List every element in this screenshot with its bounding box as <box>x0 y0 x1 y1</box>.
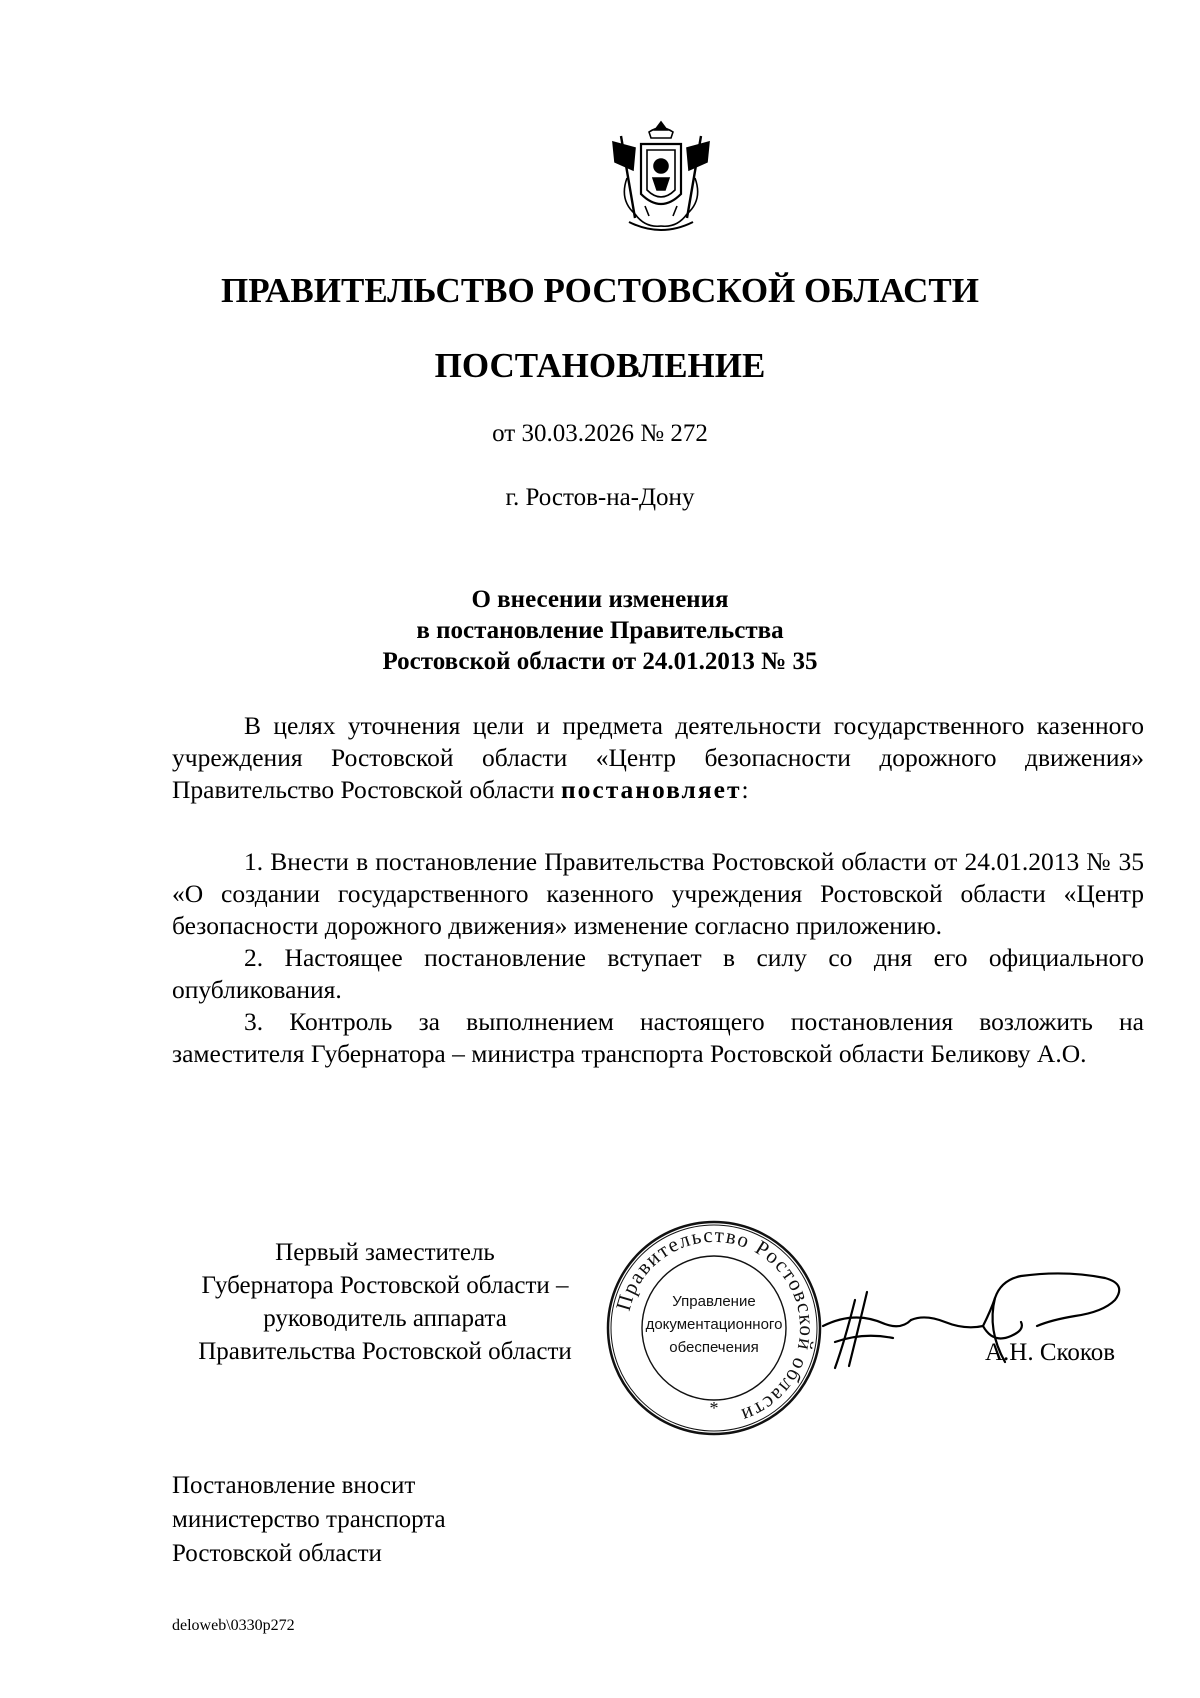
document-city: г. Ростов-на-Дону <box>505 484 695 511</box>
document-date-number: от 30.03.2026 № 272 <box>492 420 708 447</box>
resolution-item: 3. Контроль за выполнением настоящего постановления возложить на заместителя Губернатора – министра транспорта Ростовской области Беликову А.О. <box>172 1007 1144 1068</box>
seal-center-line: обеспечения <box>669 1339 759 1356</box>
preamble-end: : <box>741 775 749 804</box>
seal-center-text <box>628 1290 800 1359</box>
signatory-position <box>125 1236 645 1368</box>
document-subject <box>0 584 1200 677</box>
signer-name: А.Н. Скоков <box>985 1339 1116 1366</box>
subject-line: в постановление Правительства <box>416 617 784 644</box>
signatory-position-line: Первый заместитель <box>275 1239 495 1266</box>
signatory-position-line: Правительства Ростовской области <box>198 1338 572 1365</box>
government-title: ПРАВИТЕЛЬСТВО РОСТОВСКОЙ ОБЛАСТИ <box>221 271 979 310</box>
submitter-block <box>172 1469 446 1571</box>
preamble-paragraph <box>172 710 1144 806</box>
resolution-item: 2. Настоящее постановление вступает в силу со дня его официального опубликования. <box>172 943 1144 1004</box>
seal-star: * <box>709 1398 719 1418</box>
subject-line: О внесении изменения <box>471 586 729 613</box>
submitter-line: Постановление вносит <box>172 1472 416 1499</box>
seal-center-line: Управление <box>672 1293 756 1310</box>
submitter-line: министерство транспорта <box>172 1506 446 1533</box>
document-type-title: ПОСТАНОВЛЕНИЕ <box>434 346 766 385</box>
document-file-code: deloweb\0330p272 <box>172 1617 295 1634</box>
coat-of-arms-emblem <box>605 118 717 238</box>
subject-line: Ростовской области от 24.01.2013 № 35 <box>382 648 818 675</box>
submitter-line: Ростовской области <box>172 1540 382 1567</box>
resolution-item: 1. Внести в постановление Правительства Ростовской области от 24.01.2013 № 35 «О создании государственного казенного учреждения Ростовской области «Центр безопасности дорожного движения» изменение согласно приложению. <box>172 847 1144 940</box>
seal-center-line: документационного <box>645 1316 783 1333</box>
signatory-position-line: Губернатора Ростовской области – <box>201 1272 569 1299</box>
seal-ring-text: Правительство Ростовской области <box>610 1222 820 1429</box>
preamble-verb: постановляет <box>560 775 742 804</box>
resolution-items <box>172 846 1144 1070</box>
signatory-position-line: руководитель аппарата <box>263 1305 507 1332</box>
preamble-text: В целях уточнения цели и предмета деятельности государственного казенного учреждения Ростовской области «Центр безопасности дорожного движения» Правительство Ростовской области <box>172 711 1144 804</box>
